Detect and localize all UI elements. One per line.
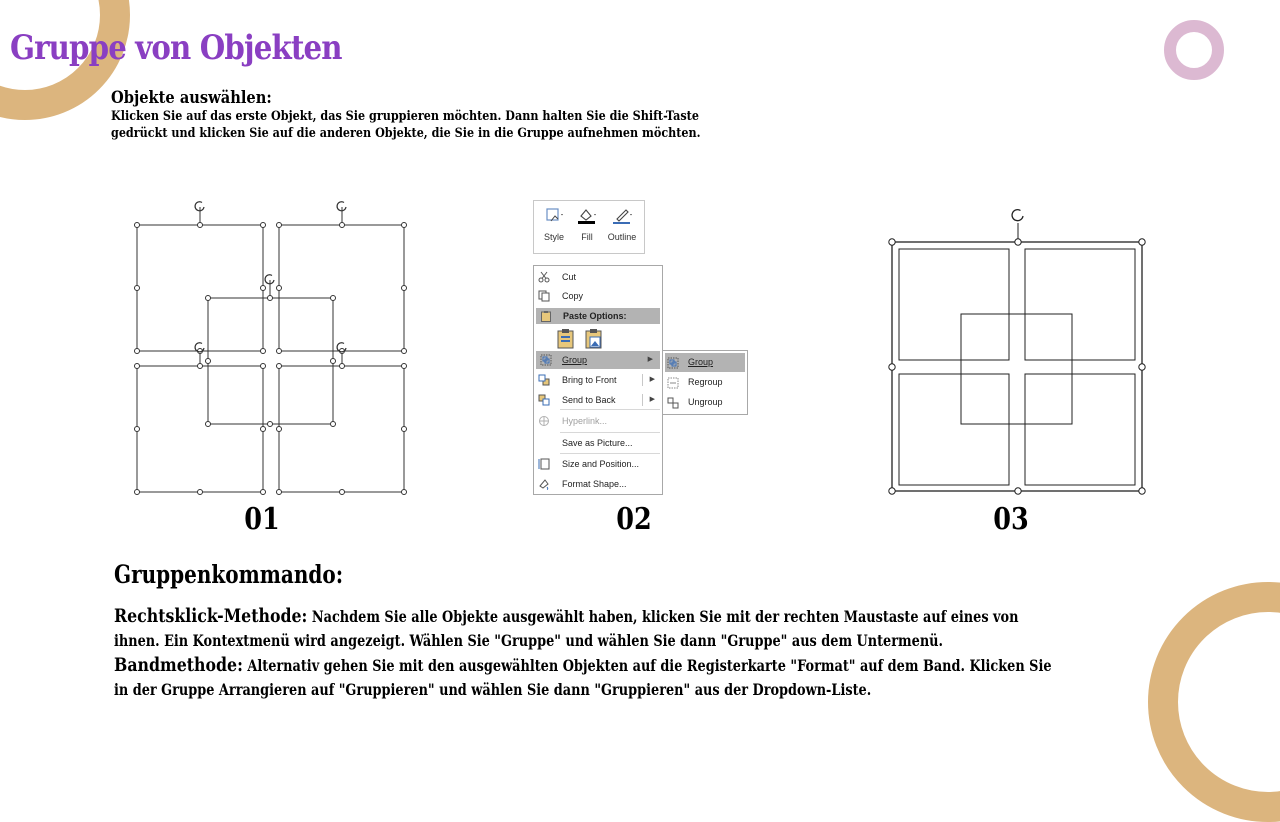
paste-use-destination-icon	[558, 329, 573, 348]
format-shape-icon	[538, 478, 550, 490]
shape-outline-button[interactable]	[604, 201, 640, 253]
ribbon-method-text: Alternativ gehen Sie mit den ausgewählten Objekten auf die Registerkarte "Format" auf dem Band. Klicken Sie in der Gruppe Arrangieren auf "Gruppieren" und wählen Sie dann "Gruppieren" aus der Dropdown-Liste.	[114, 656, 1052, 699]
submenu-item-regroup[interactable]: Regroup	[663, 373, 747, 392]
fill-label: Fill	[581, 232, 593, 242]
context-menu	[533, 265, 663, 495]
menu-item-cut[interactable]: Cut	[534, 268, 662, 286]
size-position-icon	[538, 458, 550, 470]
select-objects-block	[111, 88, 730, 142]
submenu-arrow-icon: ▶	[647, 356, 653, 363]
shape-style-button[interactable]	[538, 201, 570, 253]
clipboard-icon	[540, 310, 552, 322]
shape-style-icon	[543, 207, 565, 225]
menu-item-bring-to-front[interactable]: Bring to Front ▶	[534, 371, 662, 389]
shape-fill-button[interactable]	[572, 201, 602, 253]
select-objects-text: Klicken Sie auf das erste Objekt, das Sie gruppieren möchten. Dann halten Sie die Shift-Taste gedrückt und klicken Sie auf die anderen Objekte, die Sie in die Gruppe aufnehmen möchten.	[111, 109, 701, 141]
scissors-icon	[538, 271, 550, 283]
submenu-arrow-icon: ▶	[649, 396, 655, 403]
submenu-arrow-icon: ▶	[649, 376, 655, 383]
bring-to-front-icon	[538, 374, 550, 386]
group-icon	[540, 354, 552, 366]
paste-picture-icon	[586, 329, 601, 348]
slide-title: Gruppe von Objekten	[10, 28, 342, 68]
pen-outline-icon	[611, 207, 633, 225]
right-click-method	[114, 604, 1069, 653]
ungroup-icon	[667, 397, 679, 409]
menu-item-size-and-position[interactable]: Size and Position...	[534, 455, 662, 473]
menu-item-format-shape[interactable]: Format Shape...	[534, 475, 662, 493]
figure-label-02: 02	[616, 502, 652, 537]
ribbon-method-lead: Bandmethode:	[114, 654, 243, 676]
decorative-arc-bottom-right	[1148, 582, 1280, 822]
menu-item-send-to-back[interactable]: Send to Back ▶	[534, 391, 662, 409]
right-click-method-text: Nachdem Sie alle Objekte ausgewählt haben, klicken Sie mit der rechten Maustaste auf eines von ihnen. Ein Kontextmenü wird angezeigt. Wählen Sie "Gruppe" und wählen Sie dann "Gruppe" aus dem Untermenü.	[114, 607, 1019, 650]
decorative-ring-top-right	[1164, 20, 1224, 80]
menu-item-group[interactable]: Group ▶	[536, 351, 660, 369]
group-methods-text	[114, 604, 1069, 702]
select-objects-heading: Objekte auswählen:	[111, 88, 272, 108]
figure-label-01: 01	[244, 502, 280, 537]
figure-01-selected-shapes	[128, 196, 418, 500]
right-click-method-lead: Rechtsklick-Methode:	[114, 605, 308, 627]
menu-item-copy[interactable]: Copy	[534, 287, 662, 305]
rotate-handle-icon	[1012, 210, 1023, 221]
group-command-heading: Gruppenkommando:	[114, 560, 344, 589]
outline-label: Outline	[607, 232, 637, 242]
style-label: Style	[543, 232, 564, 242]
format-ribbon-group	[533, 200, 645, 254]
group-submenu	[662, 350, 748, 415]
submenu-item-group[interactable]: Group	[665, 353, 745, 372]
menu-item-save-as-picture[interactable]: Save as Picture...	[562, 438, 633, 448]
hyperlink-icon	[538, 415, 550, 427]
paint-bucket-icon	[576, 207, 598, 225]
group-icon	[667, 357, 679, 369]
submenu-item-ungroup[interactable]: Ungroup	[663, 393, 747, 412]
paste-options-header: Paste Options:	[536, 308, 660, 324]
ribbon-method	[114, 653, 1069, 702]
figure-03-grouped-shapes	[880, 205, 1155, 505]
send-to-back-icon	[538, 394, 550, 406]
figure-label-03: 03	[993, 502, 1029, 537]
menu-item-hyperlink: Hyperlink...	[534, 412, 662, 430]
regroup-icon	[667, 377, 679, 389]
copy-icon	[538, 290, 550, 302]
paste-option-icons[interactable]	[556, 328, 616, 350]
